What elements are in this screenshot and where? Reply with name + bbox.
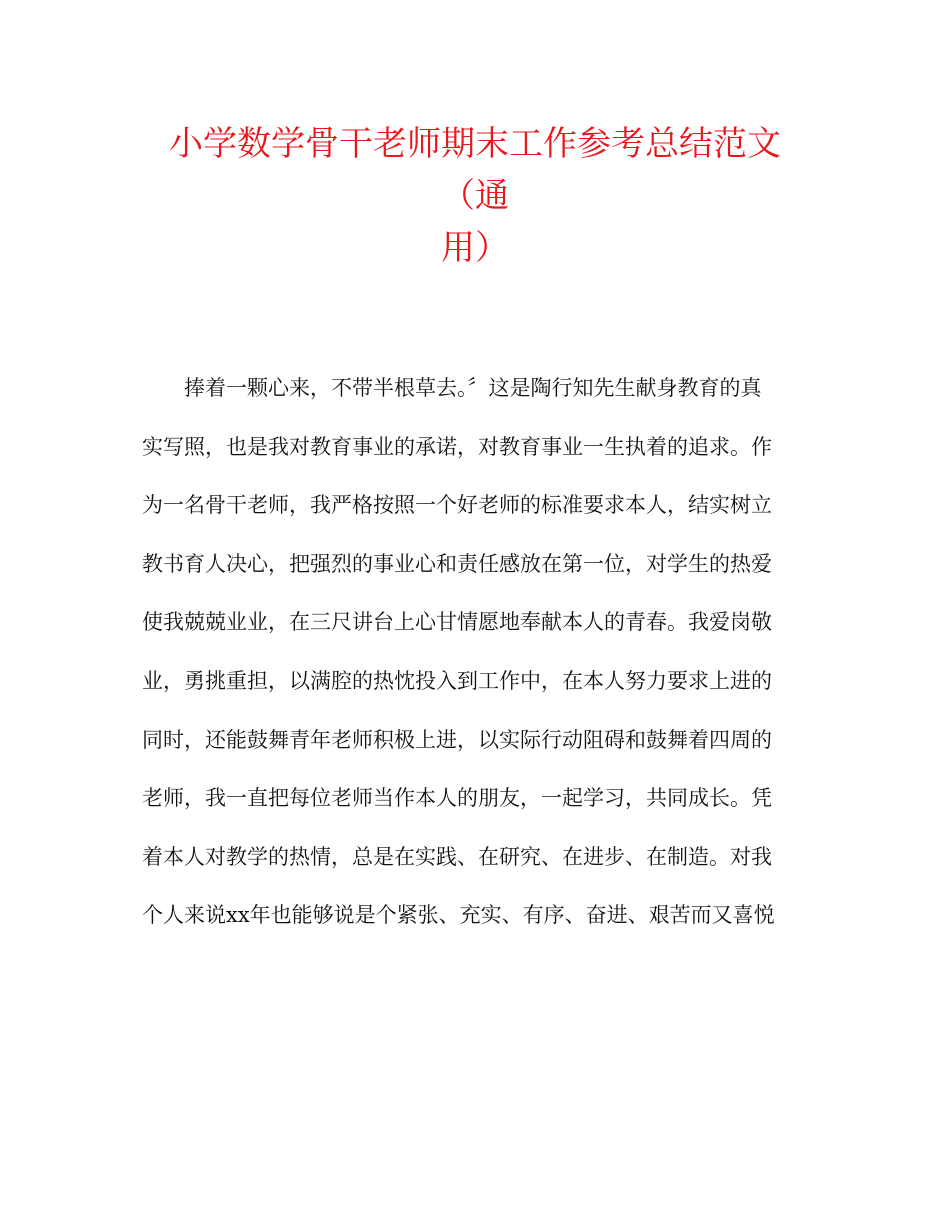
body-line: 实写照，也是我对教育事业的承诺，对教育事业一生执着的追求。作 — [142, 434, 772, 459]
document-body — [142, 359, 798, 945]
body-line: 业，勇挑重担，以满腔的热忱投入到工作中，在本人努力要求上进的 — [142, 668, 772, 693]
body-line: 使我兢兢业业，在三尺讲台上心甘情愿地奉献本人的青春。我爱岗敬 — [142, 610, 772, 635]
body-line: 为一名骨干老师，我严格按照一个好老师的标准要求本人，结实树立 — [142, 493, 772, 518]
body-line: 捧着一颗心来，不带半根草去。〞这是陶行知先生献身教育的真 — [184, 376, 762, 400]
body-line: 老师，我一直把每位老师当作本人的朋友，一起学习，共同成长。凭 — [142, 786, 772, 811]
body-line: 个人来说xx年也能够说是个紧张、充实、有序、奋进、艰苦而又喜悦 — [142, 903, 775, 928]
title-line-2: 用） — [441, 228, 509, 268]
title-line-1: 小学数学骨干老师期末工作参考总结范文（通 — [169, 124, 781, 216]
body-line: 教书育人决心，把强烈的事业心和责任感放在第一位，对学生的热爱 — [142, 551, 772, 576]
document-title — [140, 118, 810, 274]
body-line: 同时，还能鼓舞青年老师积极上进，以实际行动阻碍和鼓舞着四周的 — [142, 727, 772, 752]
body-line: 着本人对教学的热情，总是在实践、在研究、在进步、在制造。对我 — [142, 844, 772, 869]
